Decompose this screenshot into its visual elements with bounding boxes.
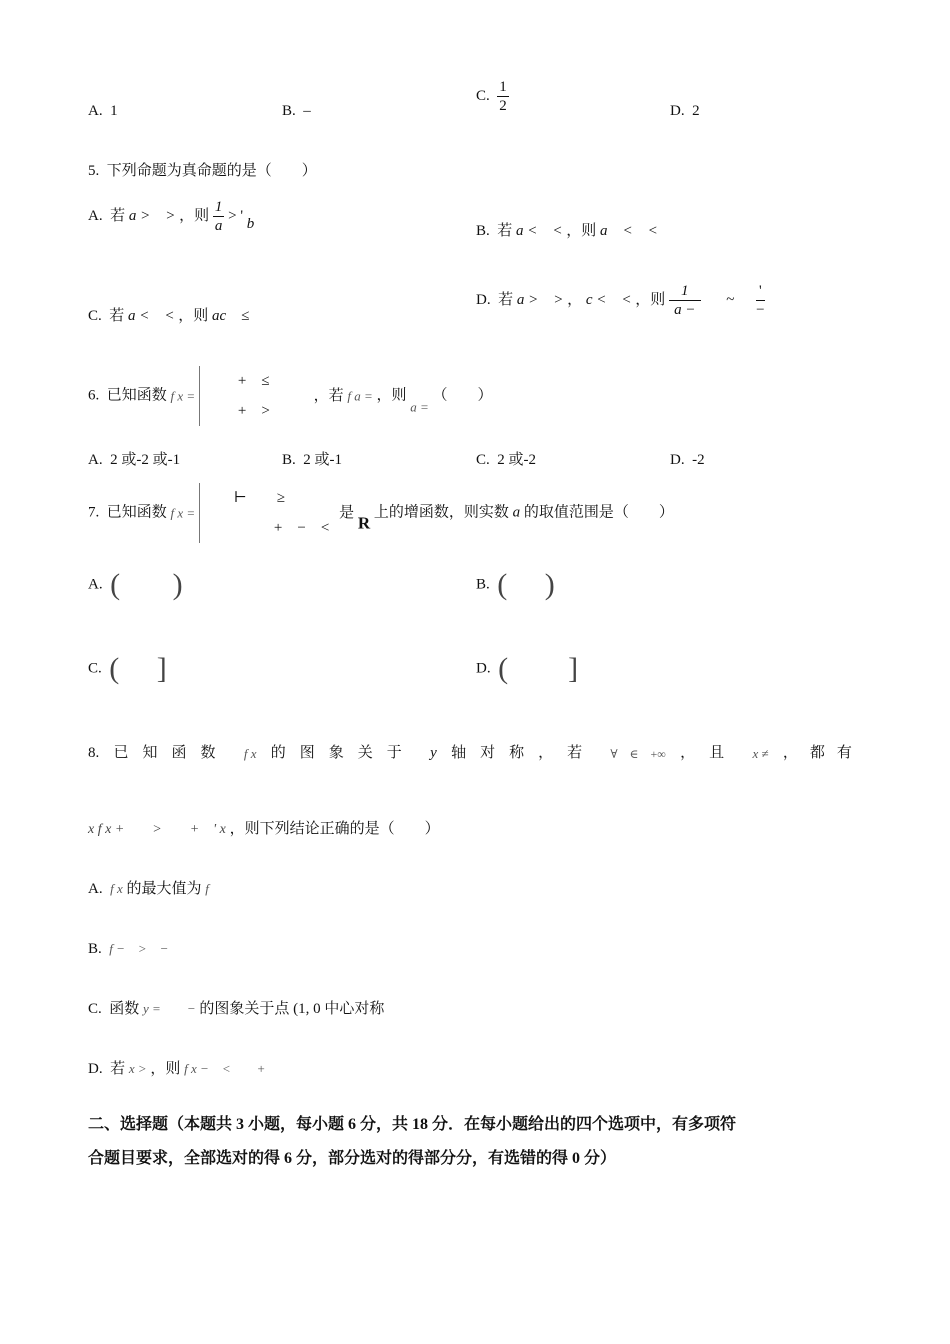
q7-b-interval: ( ) [497, 568, 555, 601]
q4-a-value: 1 [110, 103, 118, 119]
q4-c-numerator: 1 [499, 79, 507, 95]
q6-c-value: 2 或-2 [497, 452, 537, 468]
q5-b-then: ，则 [566, 223, 597, 239]
section-2-line-2: 合题目要求，全部选对的得 6 分，部分选对的得部分分，有选错的得 0 分） [88, 1150, 617, 1167]
q8-a-fx: f x [110, 881, 123, 896]
q6-number: 6. [88, 387, 100, 404]
q8-d-if: 若 [110, 1061, 126, 1077]
q5-option-b [476, 224, 658, 239]
q5-a-if: 若 [110, 208, 126, 224]
q5-d-denominator: a − [674, 302, 696, 318]
q5-a-numerator: 1 [214, 199, 223, 215]
q4-c-denominator: 2 [499, 98, 507, 114]
q8-option-b [88, 942, 168, 957]
q6-d-value: -2 [692, 452, 705, 468]
q8-b-label: B. [88, 941, 102, 957]
q7-c-label: C. [88, 660, 102, 677]
q6-a-value: 2 或-2 或-1 [110, 452, 181, 468]
q7-a-label: A. [88, 576, 103, 593]
q5-c-result: ac ≤ [212, 308, 250, 324]
q5-c-condition: a < < [128, 308, 175, 324]
q6-fa: f a = [347, 388, 373, 404]
q5-d-fraction [669, 282, 701, 319]
q6-b-value: 2 或-1 [303, 452, 343, 468]
q8-stem-line2 [88, 822, 440, 837]
q5-number: 5. [88, 163, 100, 179]
q5-option-a [88, 198, 254, 235]
q8-forall: ∀ ∈ +∞ [610, 746, 666, 761]
q5-d-condition2: c < < [585, 292, 632, 308]
q8-d-result: f x − < + [184, 1061, 266, 1076]
q8-text-h: ，都有 [782, 745, 864, 761]
q6-b-label: B. [282, 452, 296, 468]
q5-d-rest: ~ [726, 292, 735, 308]
q5-d-numerator: 1 [669, 282, 701, 301]
q5-b-if: 若 [497, 223, 513, 239]
q6-if: ，若 [313, 387, 344, 404]
q8-inequality: x f x + > + ' x [88, 822, 226, 837]
q5-a-rest: > ' [228, 208, 244, 224]
q8-text-a: 已知函数 [113, 745, 230, 761]
q4-option-b [282, 104, 311, 119]
section-2-heading [88, 1110, 888, 1174]
q8-text-e: ，且 [680, 745, 739, 761]
q8-text-b: 的图象关于 [270, 745, 416, 761]
q7-case-1: ⊢ ≥ [233, 490, 286, 506]
q7-piecewise [199, 483, 329, 543]
q6-option-a [88, 453, 180, 468]
q7-is: 是 [339, 504, 355, 521]
q7-option-c [88, 654, 167, 684]
q7-prefix: 已知函数 [106, 504, 167, 521]
q5-c-then: ，则 [178, 308, 209, 324]
q7-option-a [88, 570, 183, 600]
q8-option-a [88, 882, 209, 897]
q8-d-then: ，则 [150, 1061, 181, 1077]
q5-d-if: 若 [498, 292, 514, 308]
q5-b-result: a < < [600, 223, 658, 239]
q5-c-if: 若 [109, 308, 125, 324]
q8-number: 8. [88, 745, 100, 761]
q8-c-y: y = − [143, 1001, 196, 1016]
q5-a-then: ，则 [179, 208, 210, 224]
q7-number: 7. [88, 504, 100, 521]
q5-c-label: C. [88, 308, 102, 324]
q7-a-interval: ( ) [110, 568, 183, 601]
q8-a-label: A. [88, 881, 103, 897]
q5-d-label: D. [476, 292, 491, 308]
q6-d-label: D. [670, 452, 685, 468]
q8-fx: f x [243, 746, 257, 761]
q7-d-label: D. [476, 660, 491, 677]
q8-c-point: (1, 0 [293, 1001, 321, 1017]
q8-d-label: D. [88, 1061, 103, 1077]
q5-a-denominator: a [214, 218, 223, 234]
q6-stem [88, 366, 493, 426]
q5-a-label: A. [88, 208, 103, 224]
q7-b-label: B. [476, 576, 490, 593]
q7-text: 上的增函数，则实数 [373, 504, 509, 521]
q5-d-condition: a > > [516, 292, 564, 308]
q7-fx: f x = [170, 505, 196, 521]
q4-option-d [670, 104, 700, 119]
q8-c-text: 的图象关于点 [199, 1001, 290, 1017]
q6-c-label: C. [476, 452, 490, 468]
q7-text-2: 的取值范围是（ ） [523, 504, 674, 521]
q7-option-d [476, 654, 578, 684]
q5-d-fraction2 [756, 282, 764, 319]
q8-stem-line1 [88, 746, 864, 761]
q6-a-label: A. [88, 452, 103, 468]
q8-x-neq: x ≠ [752, 746, 769, 761]
q7-R: R [357, 513, 371, 533]
q5-a-condition: a > > [128, 208, 176, 224]
q8-c-post: 中心对称 [324, 1001, 385, 1017]
q7-option-b [476, 570, 555, 600]
q4-c-label: C. [476, 88, 490, 104]
q5-text: 下列命题为真命题的是（ ） [106, 163, 317, 179]
q7-case-2: + − < [273, 520, 330, 536]
q6-then: ，则 [376, 387, 407, 404]
q6-a-equals: a = [410, 399, 429, 415]
q8-option-c [88, 1002, 384, 1017]
q6-option-b [282, 453, 342, 468]
q5-a-b: b [246, 215, 255, 232]
section-2-line-1: 二、选择题（本题共 3 小题，每小题 6 分，共 18 分．在每小题给出的四个选项中，有多项符 [88, 1116, 737, 1133]
q4-a-label: A. [88, 103, 103, 119]
q6-prefix: 已知函数 [106, 387, 167, 404]
q5-a-fraction [213, 198, 225, 235]
q6-case-1: + ≤ [237, 373, 270, 389]
q4-d-label: D. [670, 103, 685, 119]
q4-option-a [88, 104, 118, 119]
q4-d-value: 2 [692, 103, 700, 119]
q6-paren: （ ） [432, 387, 493, 404]
q6-case-2: + > [237, 403, 270, 419]
q7-stem [88, 483, 674, 543]
q8-c-label: C. [88, 1001, 102, 1017]
q8-option-d [88, 1062, 265, 1077]
q8-text-l2: ，则下列结论正确的是（ ） [229, 821, 440, 837]
q5-d-then: ，则 [635, 292, 666, 308]
q8-text-c: 轴对称，若 [451, 745, 597, 761]
q5-d-comma: ， [567, 292, 583, 308]
q4-option-c [476, 78, 509, 115]
q8-a-f: f [205, 881, 209, 896]
q7-c-interval: ( ] [109, 652, 167, 685]
q7-a: a [512, 504, 521, 521]
q6-fx: f x = [170, 388, 196, 404]
q5-b-condition: a < < [516, 223, 563, 239]
q5-option-d [476, 282, 765, 319]
q6-option-c [476, 453, 536, 468]
q8-y: y [430, 745, 437, 761]
q6-piecewise [199, 366, 270, 426]
q6-option-d [670, 453, 705, 468]
q5-d-denominator2: − [756, 302, 765, 318]
q5-b-label: B. [476, 223, 490, 239]
q4-b-label: B. [282, 103, 296, 119]
q5-d-numerator2: ' [756, 282, 764, 301]
q5-stem [88, 164, 317, 179]
q8-b-expr: f − > − [109, 941, 169, 956]
q5-option-c [88, 309, 249, 324]
q4-c-fraction [497, 78, 509, 115]
q8-a-text: 的最大值为 [126, 881, 202, 897]
q8-d-condition: x > [128, 1061, 147, 1076]
q7-d-interval: ( ] [498, 652, 579, 685]
q4-b-value: – [303, 103, 311, 119]
q8-c-prefix: 函数 [109, 1001, 140, 1017]
